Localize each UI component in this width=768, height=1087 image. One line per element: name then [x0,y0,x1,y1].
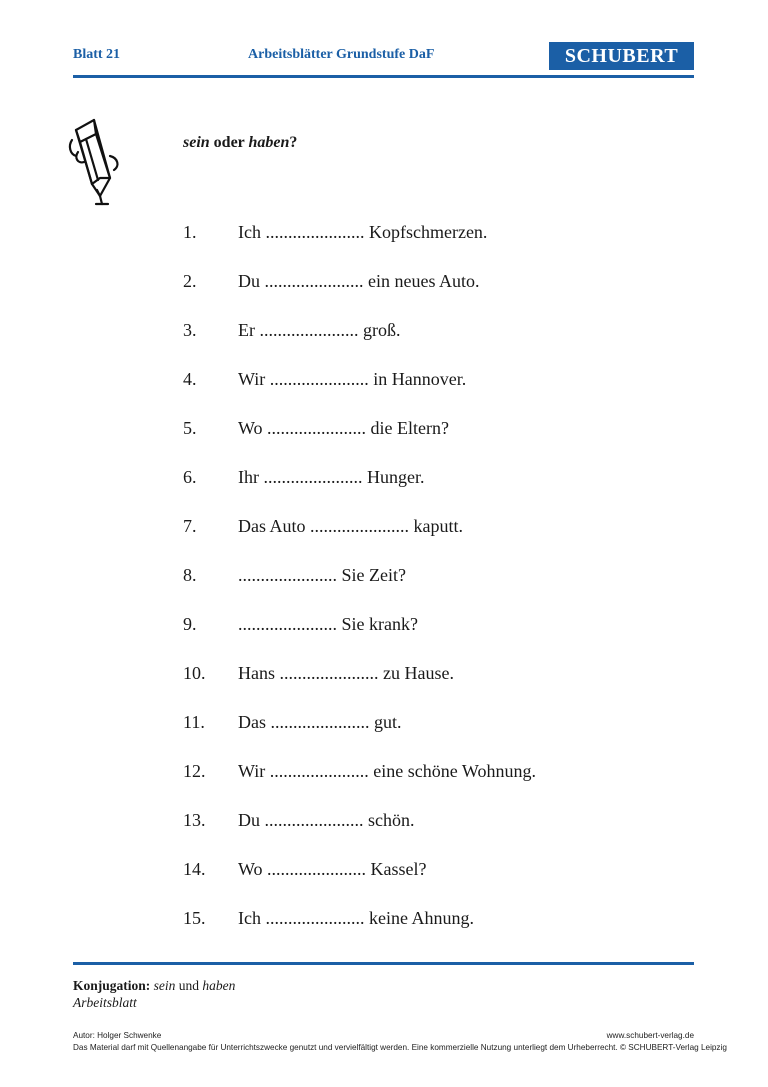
exercise-number: 4. [183,369,197,389]
exercise-item [183,614,536,663]
publisher-website: www.schubert-verlag.de [606,1031,694,1040]
exercise-item [183,859,536,908]
exercise-item [183,369,536,418]
exercise-item [183,467,536,516]
exercise-item [183,663,536,712]
exercise-item [183,320,536,369]
exercise-number: 2. [183,271,197,291]
exercise-sentence: Wo ...................... die Eltern? [238,418,450,438]
exercise-number: 1. [183,222,197,242]
task-word-sein: sein [183,134,210,151]
exercise-item [183,712,536,761]
exercise-item [183,271,536,320]
exercise-number: 12. [183,761,206,781]
exercise-sentence: Wo ...................... Kassel? [238,859,427,879]
exercise-sentence: Du ...................... ein neues Auto. [238,271,480,291]
publisher-logo: SCHUBERT [549,42,694,70]
exercise-item [183,418,536,467]
sheet-number: Blatt 21 [73,47,121,62]
exercise-number: 13. [183,810,206,830]
task-question-mark: ? [289,134,298,151]
exercise-number: 5. [183,418,197,438]
exercise-number: 11. [183,712,205,732]
exercise-sentence: Er ...................... groß. [238,320,401,340]
exercise-number: 3. [183,320,197,340]
exercise-sentence: ...................... Sie krank? [238,614,418,634]
author-credit: Autor: Holger Schwenke [73,1031,162,1040]
exercise-item [183,516,536,565]
exercise-sentence: Das Auto ...................... kaputt. [238,516,463,536]
pencil-icon [66,112,126,207]
exercise-sentence: Das ...................... gut. [238,712,402,732]
exercise-sentence: Ich ...................... keine Ahnung. [238,908,474,928]
task-title [183,134,297,152]
exercise-sentence: Wir ...................... eine schöne Wohnung. [238,761,536,781]
exercise-sentence: Ich ...................... Kopfschmerzen. [238,222,488,242]
exercise-sentence: Hans ...................... zu Hause. [238,663,454,683]
footer-divider [73,962,694,965]
exercise-item [183,761,536,810]
exercise-number: 6. [183,467,197,487]
task-connector: oder [213,134,245,151]
exercise-sentence: ...................... Sie Zeit? [238,565,406,585]
task-word-haben: haben [248,134,290,151]
exercise-number: 9. [183,614,197,634]
exercise-item [183,810,536,859]
exercise-number: 14. [183,859,206,879]
footer-topic-label: Konjugation: [73,978,151,993]
exercise-number: 15. [183,908,206,928]
exercise-sentence: Ihr ...................... Hunger. [238,467,425,487]
footer-document-type: Arbeitsblatt [73,995,137,1010]
copyright-notice: Das Material darf mit Quellenangabe für Unterrichtszwecke genutzt und vervielfältigt werden. Eine kommerzielle Nutzung unterliegt dem Urheberrecht. © SCHUBERT-Verlag Leipzig [73,1043,727,1052]
footer-topic-and: und [178,978,200,993]
footer-topic [73,978,235,994]
exercise-number: 7. [183,516,197,536]
exercise-sentence: Du ...................... schön. [238,810,415,830]
exercise-item [183,565,536,614]
exercise-number: 10. [183,663,206,683]
exercise-sentence: Wir ...................... in Hannover. [238,369,467,389]
header-divider [73,75,694,78]
footer-topic-sein: sein [153,978,176,993]
exercise-list [183,222,536,957]
exercise-item [183,222,536,271]
footer-topic-haben: haben [202,978,236,993]
exercise-item [183,908,536,957]
exercise-number: 8. [183,565,197,585]
series-title: Arbeitsblätter Grundstufe DaF [248,47,435,62]
